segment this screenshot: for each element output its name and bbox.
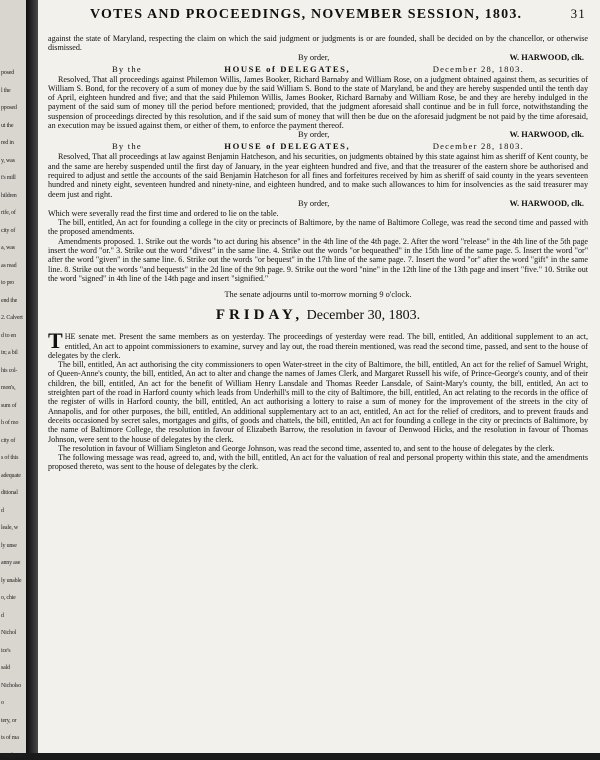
- signature-line: [48, 53, 588, 63]
- gutter-fragment: d: [1, 612, 4, 619]
- gutter-fragment: mon's,: [1, 385, 16, 391]
- left-page-gutter: [0, 0, 26, 759]
- signature-line: [48, 130, 588, 140]
- paragraph-text: The resolution in favour of William Singleton and George Johnson, was read the second time, assented to, and sent to the house of delegates by the clerk.: [58, 443, 555, 453]
- gutter-fragment: Nicholso: [1, 682, 22, 689]
- paragraph: [48, 218, 588, 237]
- paragraph: [48, 328, 588, 360]
- paragraph: [48, 34, 588, 53]
- paragraph: [48, 75, 588, 131]
- gutter-fragment: red in: [1, 140, 14, 146]
- signature-line: [48, 199, 588, 209]
- paragraph-text: Resolved, That all proceedings against Philemon Willis, James Booker, Richard Barnaby and William Rose, on a judgment obtained against them, as securities of William S. Bond, for the recovery of a sum of money due by the said William S. Bond to the state of Maryland, be and they are hereby suspended until the tenth day of April, eighteen hundred and five; and that the said Philemon Willis, James Booker, Richard Barnaby and William Rose, be and they are hereby indulged in the payment of the said sum of money till the period before mentioned; provided, that the judgment aforesaid shall continue and be in full force, notwithstanding the suspension of proceedings directed by this resolution, and if the said sum of money that will then be due on the aforesaid judgment be not paid by the time aforesaid, an execution may be issued against them, or either of them, to enforce the payment thereof.: [48, 74, 588, 131]
- gutter-fragment: in; a bil: [1, 350, 18, 356]
- gutter-fragment: 2. Calvert: [1, 315, 23, 321]
- gutter-fragment: sald: [1, 665, 10, 671]
- paragraph: [48, 360, 588, 444]
- heading-date: December 28, 1803.: [432, 141, 524, 152]
- gutter-fragment: tery, or: [1, 717, 17, 724]
- gutter-fragment: a, was: [1, 245, 15, 251]
- gutter-fragment: ly unable: [1, 577, 22, 584]
- day-date: December 30, 1803.: [306, 308, 421, 324]
- gutter-fragment: rife, of: [1, 210, 16, 216]
- running-head-title: VOTES AND PROCEEDINGS, NOVEMBER SESSION, 1803.: [90, 7, 523, 22]
- gutter-fragment: Singleton: [1, 752, 23, 759]
- clerk-name: W. HARWOOD, clk.: [509, 52, 584, 62]
- gutter-fragment: d: [1, 507, 4, 514]
- gutter-fragment: Nichol: [1, 630, 17, 636]
- page-body: [48, 34, 588, 472]
- heading-date: December 28, 1803.: [432, 63, 524, 74]
- paragraph-text: HE senate met. Present the same members as on yesterday. The proceedings of yesterday were read. The bill, entitled, An additional supplement to an act, entitled, An act to appoint commissioners to examine, survey and lay out, the road therein mentioned, was read the second time, passed, and sent to the house of delegates by the clerk.: [48, 332, 588, 360]
- gutter-fragment: o, chie: [1, 595, 16, 601]
- paragraph: [48, 444, 588, 453]
- gutter-fragment: y, was: [1, 157, 15, 164]
- paragraph: [48, 209, 588, 218]
- page-number: 31: [570, 6, 586, 21]
- gutter-fragment: o: [1, 700, 4, 706]
- gutter-fragment: s of this: [1, 455, 19, 461]
- by-order-label: By order,: [298, 52, 330, 62]
- running-head: [90, 6, 586, 32]
- gutter-fragment: ut the: [1, 122, 14, 129]
- gutter-fragment: city of: [1, 437, 16, 444]
- gutter-fragment: t's mill: [1, 175, 16, 181]
- by-order-label: By order,: [298, 130, 330, 140]
- house-of-delegates-heading: [48, 141, 588, 152]
- day-name: FRIDAY,: [215, 307, 304, 324]
- paragraph-text: Resolved, That all proceedings at law against Benjamin Hatcheson, and his securities, on judgments obtained by this state against him as sheriff of Kent county, be and the same are hereby suspended until the first day of January, in the year eighteen hundred and five, and that the treasurer of the eastern shore be authorised and required to adjust and settle the accounts of the said Benjamin Hatcheson for all fines and forfeitures received by him as sheriff of said county in the years seventeen hundred and ninety eight, seventeen hundred and ninety-nine, and eighteen hundred, and to make such allowances to him for insolvencies as the said treasurer may deem just and right.: [48, 152, 588, 199]
- heading-text: By the: [112, 63, 142, 74]
- gutter-fragment: ts of ma: [1, 735, 19, 741]
- gutter-fragment: to pro: [1, 280, 14, 286]
- gutter-fragment: city of: [1, 227, 16, 234]
- gutter-fragment: ice's: [1, 647, 11, 654]
- gutter-fragment: leale, w: [1, 525, 19, 531]
- clerk-name: W. HARWOOD, clk.: [509, 130, 584, 140]
- heading-text: HOUSE of DELEGATES,: [224, 141, 351, 152]
- gutter-fragment: l the: [1, 87, 11, 94]
- paragraph-text: The bill, entitled, An act for founding a college in the city or precincts of Baltimore, by the name of Baltimore College, was read the second time and passed with the proposed amendments.: [48, 218, 588, 237]
- paragraph-text: The following message was read, agreed to, and, with the bill, entitled, An act for the valuation of real and personal property within this state, and the amendments proposed thereto, was sent to the house of delegates by the clerk.: [48, 453, 588, 472]
- gutter-fragment: as read: [1, 262, 17, 269]
- paragraph: [48, 453, 588, 472]
- house-of-delegates-heading: [48, 64, 588, 75]
- gutter-fragment: d to en: [1, 332, 16, 339]
- paragraph-text: The bill, entitled, An act authorising the city commissioners to open Water-street in the city of Baltimore, the bill, entitled, An act for the relief of Samuel Wright, of Queen-Anne's county, the bill, entitled, An act to alter and change the names of James Clerk, and Margaret Russell his wife, of Prince-George's county, and of their children, the bill, entitled, An act for the benefit of William Henry Lansdale and Thomas Reeder Lansdale, of Saint-Mary's county, the bill, entitled, An act to streighten part of the road in Harford county which leads from Underhill's mill to the city of Baltimore, the bill, entitled, An act relating to the records in the office of the register of wills in Harford county, the bill, entitled, An act authorising a lottery to raise a sum of money for the improvement of the streets in the city of Annapolis, and for other purposes, the bill, entitled, An additional supplementary act to an act, entitled, An act for the relief of creditors, and to prevent frauds and deceits occasioned by secret sales, mortgages and gifts, of goods and chattels, the bill, entitled, An act for founding a college in the city or precincts of Baltimore, by the name of Baltimore College, the resolution in favour of Elizabeth Barrow, the resolution in favour of Denwood Hicks, and the resolution in favour of Thomas Johnson, were sent to the house of delegates by the clerk.: [48, 360, 588, 444]
- heading-text: HOUSE of DELEGATES,: [224, 63, 351, 74]
- gutter-fragment: sum of: [1, 402, 17, 409]
- gutter-fragment: pposed: [1, 105, 17, 111]
- gutter-fragment: anny ase: [1, 560, 21, 566]
- gutter-fragment: adequate: [1, 472, 21, 479]
- gutter-fragment: end the: [1, 297, 18, 304]
- by-order-label: By order,: [298, 198, 330, 208]
- document-page: [38, 0, 600, 753]
- gutter-fragment: ly unse: [1, 542, 17, 549]
- gutter-fragment: hildren: [1, 192, 17, 199]
- gutter-fragment: posed: [1, 70, 14, 76]
- day-heading: [48, 307, 588, 324]
- adjournment-note: The senate adjourns until to-morrow morning 9 o'clock.: [224, 290, 412, 300]
- gutter-fragment: ditional: [1, 490, 18, 496]
- paragraph-text: Which were severally read the first time and ordered to lie on the table.: [48, 208, 279, 218]
- clerk-name: W. HARWOOD, clk.: [509, 198, 584, 208]
- gutter-fragment: his col-: [1, 367, 18, 374]
- paragraph: [48, 237, 588, 283]
- paragraph-text: Amendments proposed. 1. Strike out the words "to act during his absence" in the 4th line of the 4th page. 2. After the word "release" in the 4th line of the 5th page insert the word "or." 3. Strike out the word "divest" in the same line. 4. Strike out the words "or bequeathed" in the 15th line of the same page. 5. Insert the word "or" after the word "given" in the same line. 6. Strike out the words "or bequest" in the 17th line of the same page. 7. Insert the word "or" after the word "gift" in the same line. 8. Strike out the words "and bequests" in the 2d line of the 9th page. 9. Strike out the word "nine" in the 12th line of the 13th page and insert "five." 10. Strike out the word "signed" in 4th line of the 14th page and insert "signified.": [48, 236, 588, 283]
- gutter-fragment: h of mo: [1, 420, 19, 426]
- paragraph-text: against the state of Maryland, respecting the claim on which the said judgment or judgments is or are founded, shall be decided on by the chancellor, or otherwise dismissed.: [48, 34, 588, 53]
- drop-cap: T: [48, 328, 63, 354]
- paragraph: [48, 152, 588, 198]
- heading-text: By the: [112, 141, 142, 152]
